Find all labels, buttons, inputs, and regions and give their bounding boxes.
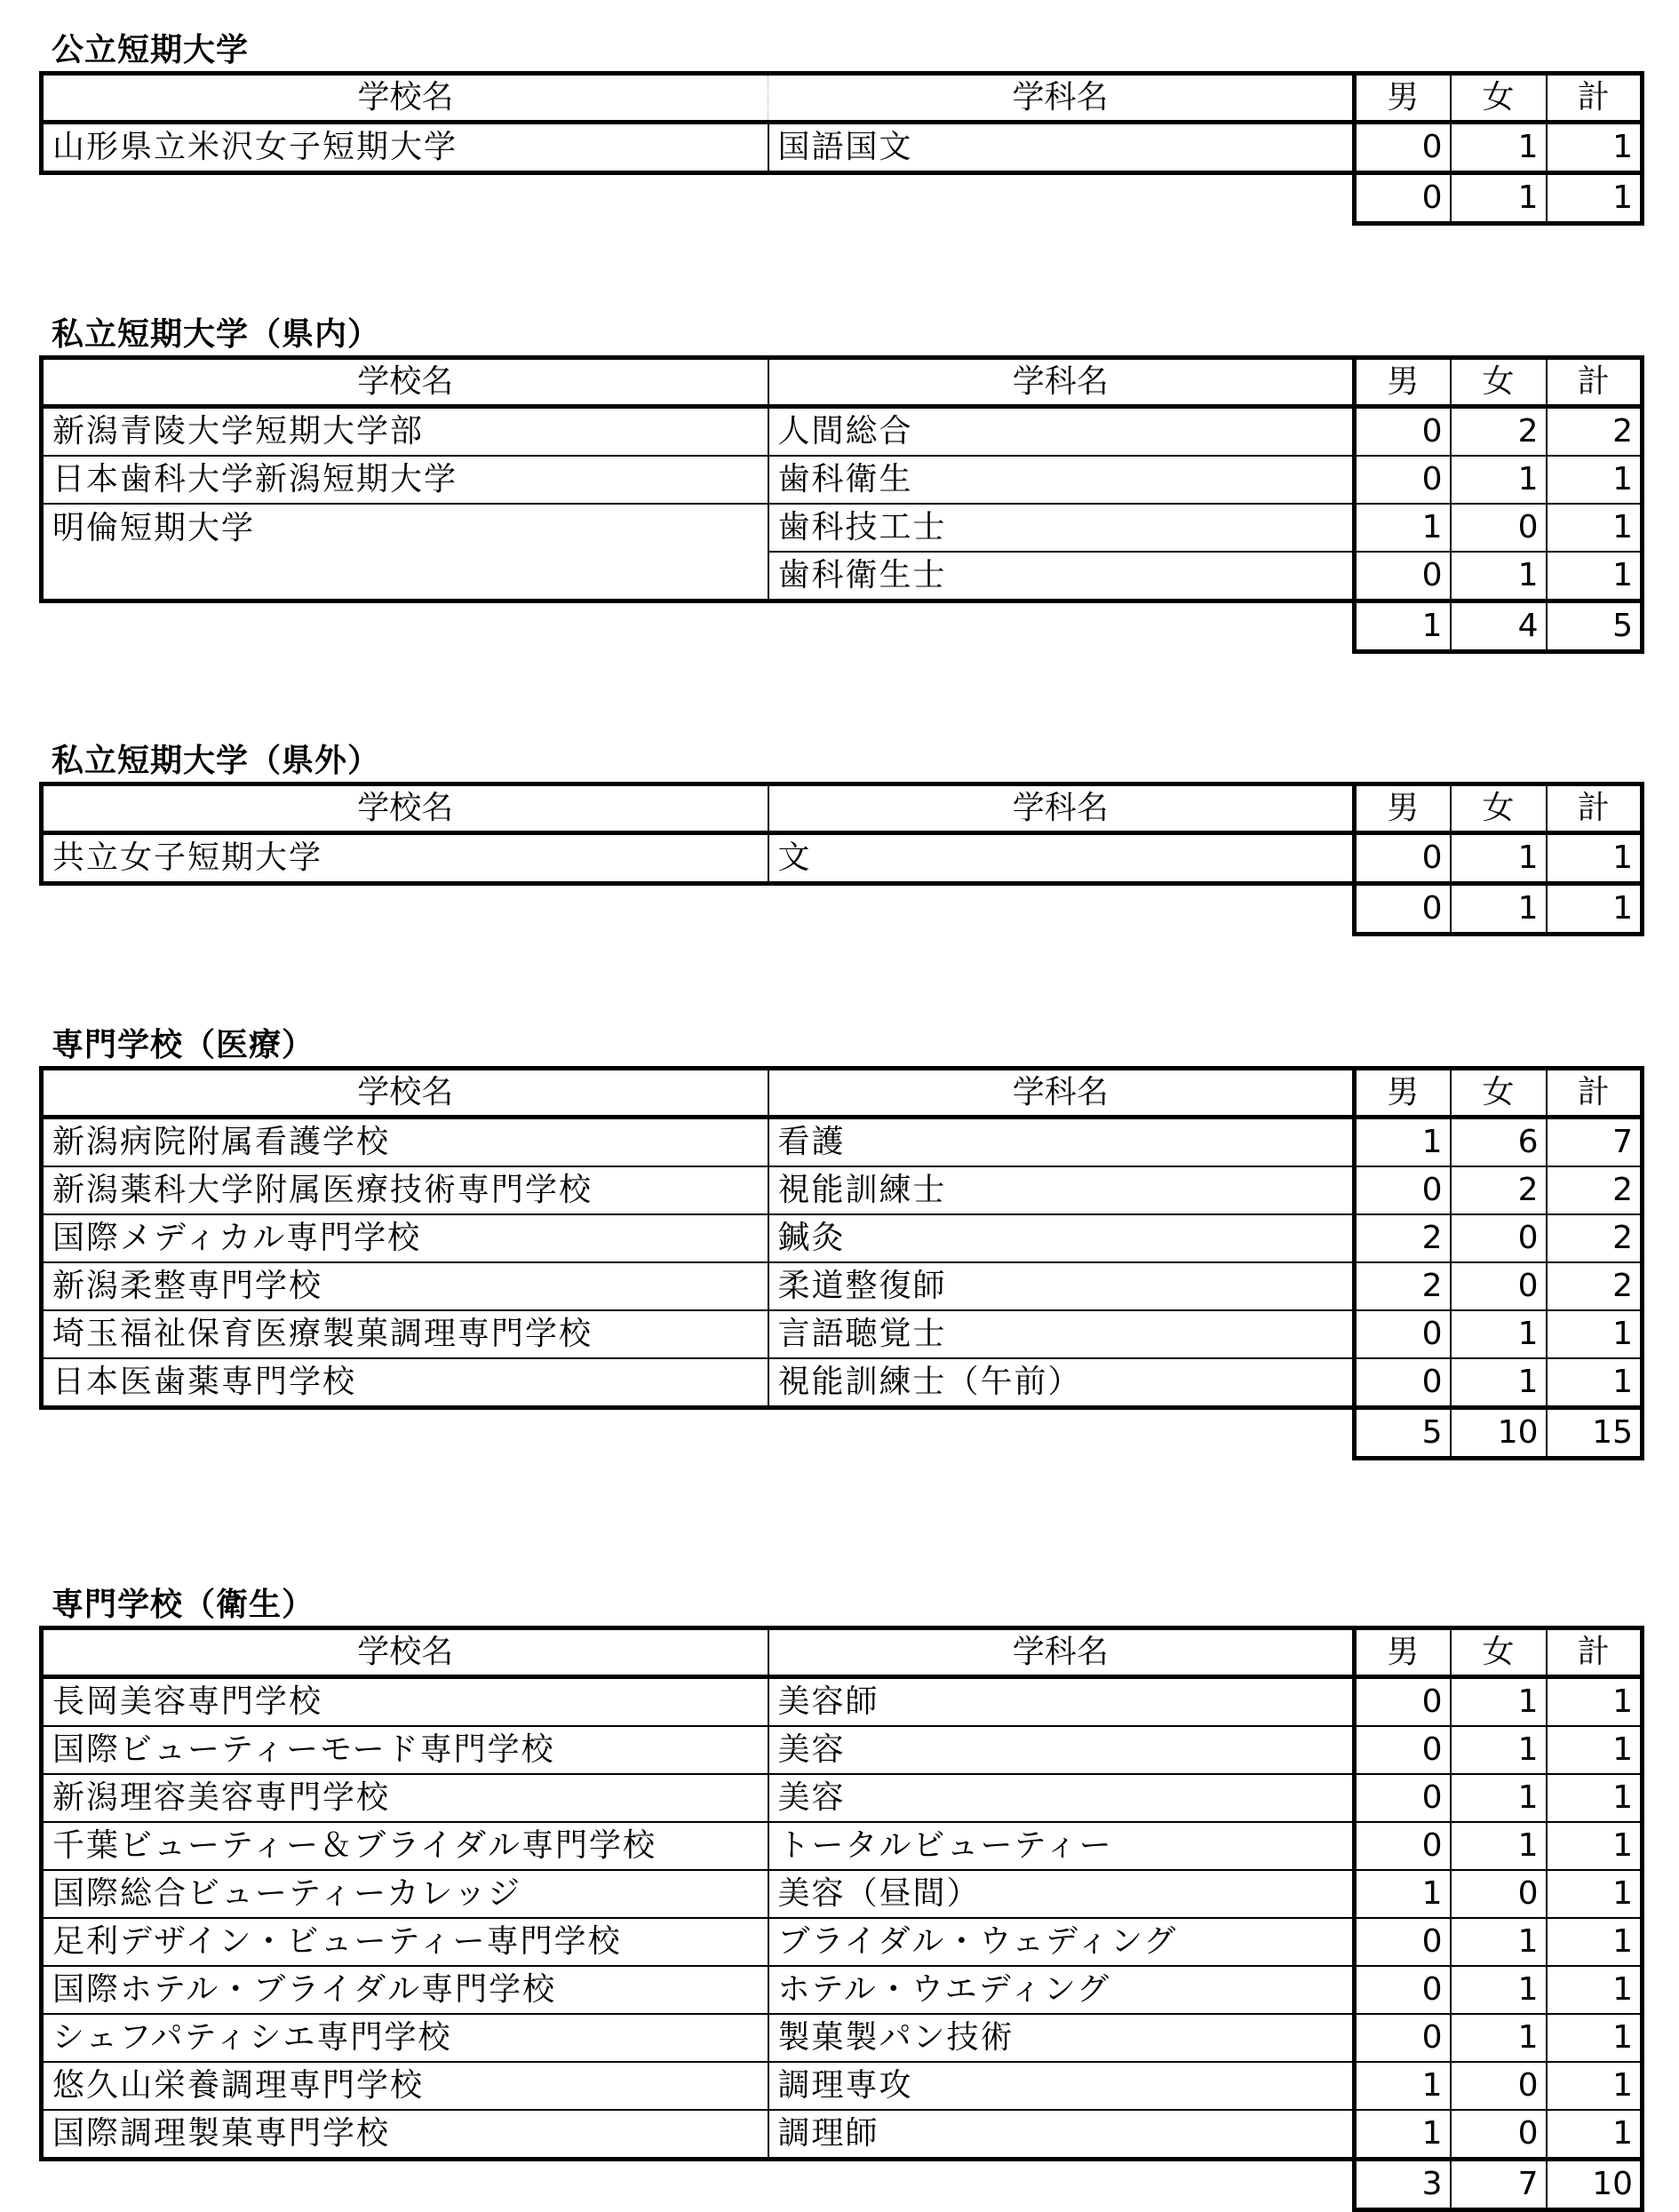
department-name: 美容師 xyxy=(768,1677,1355,1727)
header-dept: 学科名 xyxy=(768,1069,1355,1118)
total-count: 1 xyxy=(1547,504,1643,552)
male-count: 0 xyxy=(1355,1918,1451,1966)
sum-row xyxy=(42,173,1643,224)
female-count: 1 xyxy=(1451,1310,1547,1358)
female-count: 0 xyxy=(1451,2062,1547,2110)
department-name: 国語国文 xyxy=(768,123,1355,173)
sum-total: 15 xyxy=(1547,1408,1643,1459)
sum-total: 10 xyxy=(1547,2160,1643,2210)
school-name: 国際調理製菓専門学校 xyxy=(42,2110,768,2160)
school-name: 新潟薬科大学附属医療技術専門学校 xyxy=(42,1166,768,1214)
header-school: 学校名 xyxy=(42,74,768,123)
female-count: 0 xyxy=(1451,2110,1547,2160)
sum-female: 7 xyxy=(1451,2160,1547,2210)
header-female: 女 xyxy=(1451,1069,1547,1118)
sum-row xyxy=(42,1408,1643,1459)
female-count: 1 xyxy=(1451,1358,1547,1408)
table-row xyxy=(42,2062,1643,2110)
department-name: 製菓製パン技術 xyxy=(768,2014,1355,2062)
total-count: 1 xyxy=(1547,1822,1643,1870)
department-name: 美容 xyxy=(768,1726,1355,1774)
department-name: 看護 xyxy=(768,1118,1355,1167)
enrollment-table xyxy=(39,1066,1644,1460)
school-name: 国際メディカル専門学校 xyxy=(42,1214,768,1262)
school-name: 埼玉福祉保育医療製菓調理専門学校 xyxy=(42,1310,768,1358)
female-count: 1 xyxy=(1451,1918,1547,1966)
header-female: 女 xyxy=(1451,358,1547,407)
section-public-junior-college xyxy=(39,30,1642,226)
header-female: 女 xyxy=(1451,784,1547,833)
total-count: 1 xyxy=(1547,1358,1643,1408)
header-row xyxy=(42,1628,1643,1677)
male-count: 0 xyxy=(1355,1166,1451,1214)
school-name: 日本歯科大学新潟短期大学 xyxy=(42,456,768,504)
male-count: 1 xyxy=(1355,1870,1451,1918)
department-name: 視能訓練士（午前） xyxy=(768,1358,1355,1408)
total-count: 1 xyxy=(1547,1310,1643,1358)
school-name: 国際ビューティーモード専門学校 xyxy=(42,1726,768,1774)
total-count: 1 xyxy=(1547,2110,1643,2160)
department-name: 歯科技工士 xyxy=(768,504,1355,552)
section-title: 専門学校（衛生） xyxy=(52,1587,315,1623)
table-row xyxy=(42,1214,1643,1262)
female-count: 2 xyxy=(1451,407,1547,457)
male-count: 0 xyxy=(1355,1358,1451,1408)
header-female: 女 xyxy=(1451,74,1547,123)
section-title: 私立短期大学（県内） xyxy=(52,316,381,353)
male-count: 0 xyxy=(1355,1774,1451,1822)
total-count: 1 xyxy=(1547,2014,1643,2062)
female-count: 1 xyxy=(1451,2014,1547,2062)
school-name: 新潟青陵大学短期大学部 xyxy=(42,407,768,457)
department-name: 調理師 xyxy=(768,2110,1355,2160)
sum-row xyxy=(42,601,1643,652)
school-name: 悠久山栄養調理専門学校 xyxy=(42,2062,768,2110)
sum-female: 10 xyxy=(1451,1408,1547,1459)
female-count: 0 xyxy=(1451,1870,1547,1918)
sum-female: 1 xyxy=(1451,173,1547,224)
header-dept: 学科名 xyxy=(768,1628,1355,1677)
department-name: ブライダル・ウェディング xyxy=(768,1918,1355,1966)
header-total: 計 xyxy=(1547,1628,1643,1677)
header-total: 計 xyxy=(1547,784,1643,833)
header-total: 計 xyxy=(1547,358,1643,407)
male-count: 1 xyxy=(1355,1118,1451,1167)
female-count: 0 xyxy=(1451,1262,1547,1310)
school-name: 新潟病院附属看護学校 xyxy=(42,1118,768,1167)
table-row xyxy=(42,2014,1643,2062)
enrollment-table xyxy=(39,355,1644,654)
header-row xyxy=(42,1069,1643,1118)
total-count: 2 xyxy=(1547,1214,1643,1262)
header-row xyxy=(42,74,1643,123)
header-male: 男 xyxy=(1355,784,1451,833)
header-total: 計 xyxy=(1547,74,1643,123)
header-male: 男 xyxy=(1355,74,1451,123)
table-row xyxy=(42,1310,1643,1358)
school-name: 千葉ビューティー＆ブライダル専門学校 xyxy=(42,1822,768,1870)
sum-total: 1 xyxy=(1547,884,1643,935)
male-count: 0 xyxy=(1355,456,1451,504)
header-row xyxy=(42,784,1643,833)
total-count: 2 xyxy=(1547,1262,1643,1310)
header-female: 女 xyxy=(1451,1628,1547,1677)
table-row xyxy=(42,1870,1643,1918)
enrollment-table xyxy=(39,782,1644,936)
female-count: 1 xyxy=(1451,123,1547,173)
female-count: 0 xyxy=(1451,1214,1547,1262)
table-row xyxy=(42,833,1643,884)
section-private-junior-college-out-of-prefecture xyxy=(39,741,1642,936)
female-count: 1 xyxy=(1451,456,1547,504)
department-name: 歯科衛生士 xyxy=(768,552,1355,601)
female-count: 1 xyxy=(1451,833,1547,884)
sum-row xyxy=(42,2160,1643,2210)
section-title: 私立短期大学（県外） xyxy=(52,743,381,779)
school-name: 国際ホテル・ブライダル専門学校 xyxy=(42,1966,768,2014)
school-name: シェフパティシエ専門学校 xyxy=(42,2014,768,2062)
section-vocational-school-medical xyxy=(39,1025,1642,1460)
male-count: 0 xyxy=(1355,833,1451,884)
male-count: 1 xyxy=(1355,2110,1451,2160)
section-title: 専門学校（医療） xyxy=(52,1027,315,1063)
male-count: 0 xyxy=(1355,1310,1451,1358)
total-count: 1 xyxy=(1547,1726,1643,1774)
sum-male: 3 xyxy=(1355,2160,1451,2210)
male-count: 0 xyxy=(1355,1677,1451,1727)
total-count: 2 xyxy=(1547,1166,1643,1214)
female-count: 1 xyxy=(1451,1726,1547,1774)
department-name: 言語聴覚士 xyxy=(768,1310,1355,1358)
header-total: 計 xyxy=(1547,1069,1643,1118)
male-count: 0 xyxy=(1355,1966,1451,2014)
total-count: 1 xyxy=(1547,1870,1643,1918)
table-row xyxy=(42,552,1643,601)
female-count: 6 xyxy=(1451,1118,1547,1167)
sum-total: 1 xyxy=(1547,173,1643,224)
table-row xyxy=(42,504,1643,552)
sum-female: 1 xyxy=(1451,884,1547,935)
male-count: 0 xyxy=(1355,552,1451,601)
school-name: 共立女子短期大学 xyxy=(42,833,768,884)
header-male: 男 xyxy=(1355,358,1451,407)
school-name: 山形県立米沢女子短期大学 xyxy=(42,123,768,173)
table-row xyxy=(42,1262,1643,1310)
male-count: 0 xyxy=(1355,1726,1451,1774)
total-count: 1 xyxy=(1547,833,1643,884)
total-count: 1 xyxy=(1547,1677,1643,1727)
header-male: 男 xyxy=(1355,1628,1451,1677)
male-count: 0 xyxy=(1355,123,1451,173)
department-name: 鍼灸 xyxy=(768,1214,1355,1262)
table-row xyxy=(42,407,1643,457)
sum-male: 5 xyxy=(1355,1408,1451,1459)
table-row xyxy=(42,1677,1643,1727)
section-title: 公立短期大学 xyxy=(52,32,250,68)
department-name: 歯科衛生 xyxy=(768,456,1355,504)
department-name: 視能訓練士 xyxy=(768,1166,1355,1214)
enrollment-table xyxy=(39,1626,1644,2212)
school-name: 新潟理容美容専門学校 xyxy=(42,1774,768,1822)
school-name: 新潟柔整専門学校 xyxy=(42,1262,768,1310)
male-count: 0 xyxy=(1355,1822,1451,1870)
sum-female: 4 xyxy=(1451,601,1547,652)
header-school: 学校名 xyxy=(42,358,768,407)
male-count: 0 xyxy=(1355,407,1451,457)
table-row xyxy=(42,456,1643,504)
male-count: 0 xyxy=(1355,2014,1451,2062)
total-count: 1 xyxy=(1547,552,1643,601)
department-name: ホテル・ウエディング xyxy=(768,1966,1355,2014)
table-row xyxy=(42,1774,1643,1822)
table-row xyxy=(42,1358,1643,1408)
sum-total: 5 xyxy=(1547,601,1643,652)
school-name: 明倫短期大学 xyxy=(42,504,768,552)
header-school: 学校名 xyxy=(42,1069,768,1118)
sum-row xyxy=(42,884,1643,935)
male-count: 1 xyxy=(1355,504,1451,552)
department-name: 調理専攻 xyxy=(768,2062,1355,2110)
total-count: 7 xyxy=(1547,1118,1643,1167)
male-count: 1 xyxy=(1355,2062,1451,2110)
department-name: 柔道整復師 xyxy=(768,1262,1355,1310)
enrollment-table xyxy=(39,71,1644,226)
table-row xyxy=(42,1918,1643,1966)
table-row xyxy=(42,1726,1643,1774)
header-dept: 学科名 xyxy=(768,74,1355,123)
table-row xyxy=(42,1966,1643,2014)
total-count: 1 xyxy=(1547,456,1643,504)
total-count: 1 xyxy=(1547,1774,1643,1822)
sum-male: 1 xyxy=(1355,601,1451,652)
school-name xyxy=(42,552,768,601)
header-school: 学校名 xyxy=(42,784,768,833)
total-count: 1 xyxy=(1547,2062,1643,2110)
school-name: 国際総合ビューティーカレッジ xyxy=(42,1870,768,1918)
school-name: 日本医歯薬専門学校 xyxy=(42,1358,768,1408)
header-school: 学校名 xyxy=(42,1628,768,1677)
section-private-junior-college-in-prefecture xyxy=(39,314,1642,654)
female-count: 1 xyxy=(1451,1966,1547,2014)
total-count: 1 xyxy=(1547,1966,1643,2014)
department-name: 美容（昼間） xyxy=(768,1870,1355,1918)
department-name: トータルビューティー xyxy=(768,1822,1355,1870)
table-row xyxy=(42,1118,1643,1167)
header-row xyxy=(42,358,1643,407)
header-dept: 学科名 xyxy=(768,784,1355,833)
section-vocational-school-hygiene xyxy=(39,1585,1642,2212)
female-count: 0 xyxy=(1451,504,1547,552)
department-name: 人間総合 xyxy=(768,407,1355,457)
header-male: 男 xyxy=(1355,1069,1451,1118)
sum-male: 0 xyxy=(1355,173,1451,224)
header-dept: 学科名 xyxy=(768,358,1355,407)
female-count: 1 xyxy=(1451,552,1547,601)
female-count: 1 xyxy=(1451,1822,1547,1870)
table-row xyxy=(42,123,1643,173)
total-count: 1 xyxy=(1547,123,1643,173)
female-count: 2 xyxy=(1451,1166,1547,1214)
total-count: 1 xyxy=(1547,1918,1643,1966)
male-count: 2 xyxy=(1355,1214,1451,1262)
sum-male: 0 xyxy=(1355,884,1451,935)
female-count: 1 xyxy=(1451,1774,1547,1822)
table-row xyxy=(42,1822,1643,1870)
school-name: 長岡美容専門学校 xyxy=(42,1677,768,1727)
male-count: 2 xyxy=(1355,1262,1451,1310)
department-name: 文 xyxy=(768,833,1355,884)
table-row xyxy=(42,1166,1643,1214)
department-name: 美容 xyxy=(768,1774,1355,1822)
total-count: 2 xyxy=(1547,407,1643,457)
school-name: 足利デザイン・ビューティー専門学校 xyxy=(42,1918,768,1966)
table-row xyxy=(42,2110,1643,2160)
female-count: 1 xyxy=(1451,1677,1547,1727)
